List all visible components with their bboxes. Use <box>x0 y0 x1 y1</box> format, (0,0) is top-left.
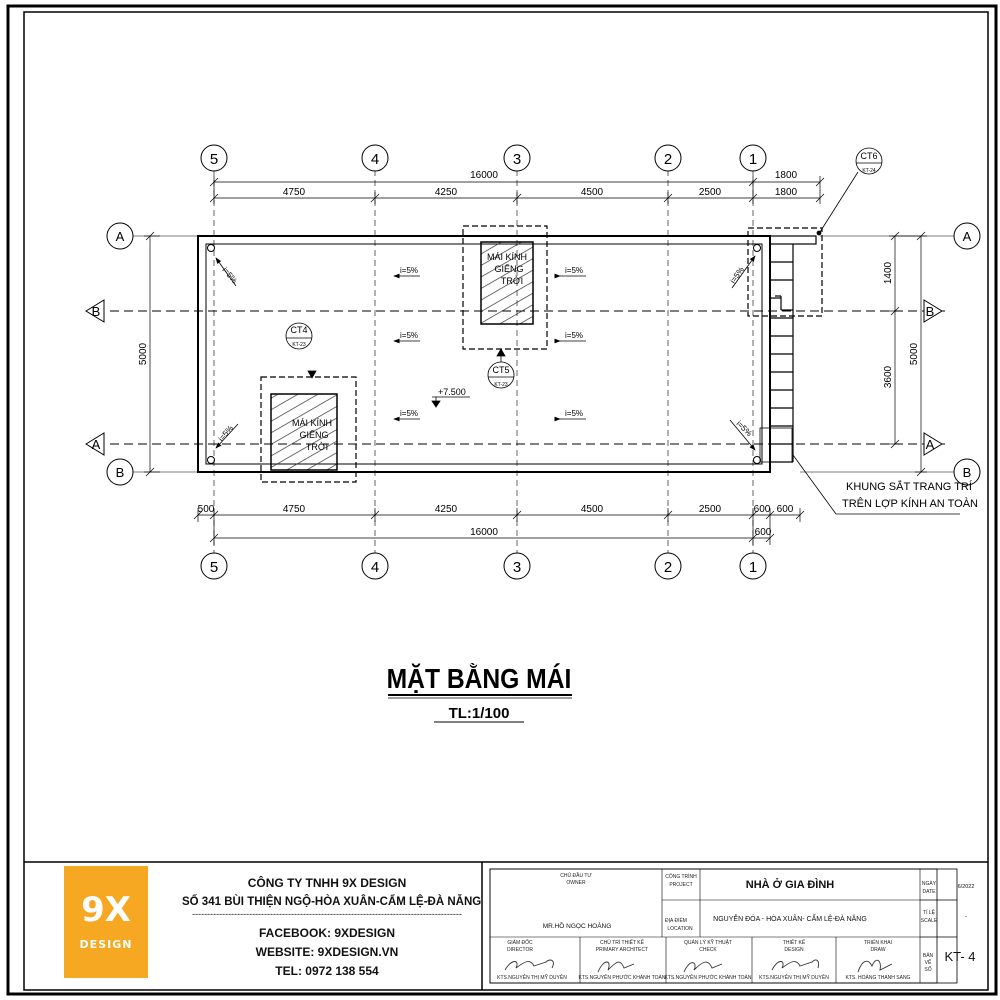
dim-right-total: 5000 <box>909 342 920 366</box>
skylight-label: GIẾNG <box>299 430 329 440</box>
tb-role-label-en: CHECK <box>699 947 717 953</box>
slope-label: i=5% <box>400 409 419 418</box>
row-label-right: B <box>962 465 972 480</box>
callout-ct5-id: CT5 <box>492 365 510 375</box>
dim-bottom-seg: 4750 <box>282 504 306 515</box>
title-underline <box>388 695 572 698</box>
skylight-label: TRỜI <box>500 276 524 286</box>
drawing-title: MẶT BẰNG MÁI <box>386 662 572 695</box>
tb-date-label-en: DATE <box>922 889 936 895</box>
tb-role-label: QUẢN LÝ KỸ THUẬT <box>684 940 732 946</box>
slope-label: i=5% <box>565 331 584 340</box>
tb-scale-label-en: SCALE <box>920 918 938 924</box>
row-label-left: A <box>115 229 125 244</box>
row-label-right: A <box>962 229 972 244</box>
company-address: SỐ 341 BÙI THIỆN NGỘ-HÒA XUÂN-CẨM LỆ-ĐÀ NẴNG <box>182 896 482 908</box>
tb-date-value: 6/2022 <box>957 884 975 890</box>
tb-sheet-label: VẼ <box>924 960 932 966</box>
dim-right-upper: 1400 <box>883 261 894 285</box>
frame-detail-box <box>760 428 792 462</box>
dim-top-total-right: 1800 <box>774 170 798 181</box>
tb-project-value: NHÀ Ở GIA ĐÌNH <box>745 879 835 891</box>
tb-project-label: CÔNG TRÌNH <box>665 874 697 880</box>
level-value: +7.500 <box>438 387 466 397</box>
grid-label-bottom: 2 <box>663 559 673 576</box>
callout-ct4-ref: KT-23 <box>292 342 306 348</box>
grid-label-bottom: 4 <box>370 559 380 576</box>
callout-ct4-id: CT4 <box>290 325 308 335</box>
slope-label: i=5% <box>400 331 419 340</box>
grid-label-top: 5 <box>209 151 219 168</box>
company-phone: TEL: 0972 138 554 <box>275 964 379 978</box>
grid-label-top: 3 <box>512 151 522 168</box>
tb-date-label: NGÀY <box>921 881 937 887</box>
dim-top-seg: 4250 <box>434 187 458 198</box>
tb-role-label: TRIỂN KHAI <box>863 940 893 946</box>
dim-top-seg: 2500 <box>698 187 722 198</box>
tb-owner-value: MR.HỒ NGỌC HOÀNG <box>542 923 612 930</box>
dim-bottom-seg: 600 <box>776 504 794 515</box>
tb-role-label-en: PRIMARY ARCHITECT <box>595 947 649 953</box>
logo-mark: 9X <box>81 890 131 930</box>
tb-role-name: KTS.NGUYỄN THỊ MỸ DUYÊN <box>497 975 567 981</box>
slope-label: i=5% <box>734 419 754 439</box>
dim-top-seg: 1800 <box>774 187 798 198</box>
tb-role-label-en: DESIGN <box>784 947 804 953</box>
tb-role-label-en: DIRECTOR <box>506 947 534 953</box>
dim-right-lower: 3600 <box>883 365 894 389</box>
callout-ct6-id: CT6 <box>860 151 878 161</box>
dim-bottom-total: 16000 <box>470 527 498 538</box>
tb-role-label: CHỦ TRÌ THIẾT KẾ <box>600 940 644 946</box>
dim-bottom-total-right: 600 <box>754 527 772 538</box>
company-name: CÔNG TY TNHH 9X DESIGN <box>247 876 407 890</box>
company-logo <box>64 866 148 978</box>
row-label-left: B <box>115 465 125 480</box>
dim-bottom-seg: 4500 <box>580 504 604 515</box>
dim-top-total: 16000 <box>470 170 498 181</box>
tb-location-label-en: LOCATION <box>667 926 693 932</box>
slope-label: i=5% <box>216 423 236 444</box>
signatures <box>505 960 892 972</box>
row-label-left: B <box>91 304 101 319</box>
tb-role-label: THIẾT KẾ <box>782 940 806 946</box>
grid-label-bottom: 1 <box>748 559 758 576</box>
ct6-detail-box <box>748 228 822 316</box>
level-marker <box>432 397 470 407</box>
grid-label-top: 4 <box>370 151 380 168</box>
title-block-lines <box>24 862 988 990</box>
tb-role-name: KTS.NGUYỄN PHƯỚC KHÁNH TOÀN <box>664 975 752 981</box>
tb-role-label: GIÁM ĐỐC <box>507 940 533 946</box>
skylight-label: MÁI KÍNH <box>486 252 528 262</box>
grid-label-top: 1 <box>748 151 758 168</box>
dim-bottom-seg: 4250 <box>434 504 458 515</box>
tb-owner-label: CHỦ ĐẦU TƯ <box>560 873 592 879</box>
iron-frame-strip <box>770 236 816 472</box>
grid-lines-horizontal <box>110 311 945 444</box>
dim-bottom-seg: 600 <box>753 504 771 515</box>
grid-label-top: 2 <box>663 151 673 168</box>
logo-wordmark: DESIGN <box>79 938 133 951</box>
tb-location-value: NGUYỄN ĐÓA - HÒA XUÂN- CẨM LỆ-ĐÀ NẴNG <box>713 916 867 923</box>
grid-label-bottom: 3 <box>512 559 522 576</box>
slope-label: i=5% <box>728 265 746 286</box>
callout-ct6 <box>817 148 882 235</box>
skylight-label: GIẾNG <box>494 264 524 274</box>
tb-project-label-en: PROJECT <box>669 882 693 888</box>
row-label-right: B <box>925 304 935 319</box>
callout-ct5-ref: KT-23 <box>494 382 508 388</box>
tb-role-name: KTS. HOÀNG THANH SANG <box>845 975 911 981</box>
dim-bottom-seg: 2500 <box>698 504 722 515</box>
tb-sheet-label: SỐ <box>924 967 932 973</box>
grid-label-bottom: 5 <box>209 559 219 576</box>
row-label-right: A <box>925 437 935 452</box>
right-dimensions <box>889 232 927 476</box>
callout-ct6-ref: KT-24 <box>862 168 876 174</box>
company-facebook: FACEBOOK: 9XDESIGN <box>258 926 396 940</box>
company-website: WEBSITE: 9XDESIGN.VN <box>255 945 399 959</box>
grid-bubbles-top <box>201 145 766 171</box>
slope-label: i=5% <box>220 265 239 286</box>
dim-top-seg: 4750 <box>282 187 306 198</box>
drawing-scale: TL:1/100 <box>448 705 510 722</box>
note-line: TRÊN LỢP KÍNH AN TOÀN <box>842 498 978 510</box>
slope-label: i=5% <box>565 409 584 418</box>
tb-owner-label-en: OWNER <box>566 880 586 886</box>
note-line: KHUNG SẮT TRANG TRÍ <box>846 481 972 493</box>
dim-left-total: 5000 <box>138 342 149 366</box>
tb-location-label: ĐỊA ĐIỂM <box>665 918 687 924</box>
slope-label: i=5% <box>565 266 584 275</box>
row-label-left: A <box>91 437 101 452</box>
skylight-label: MÁI KÍNH <box>291 418 333 428</box>
slope-label: i=5% <box>400 266 419 275</box>
tb-role-label-en: DRAW <box>870 947 886 953</box>
tb-sheet-label: BẢN <box>922 953 934 959</box>
company-separator: ------------------------------------------------------------------------------------------ <box>192 909 462 919</box>
dim-bottom-seg: 500 <box>197 504 215 515</box>
tb-role-name: KTS.NGUYỄN PHƯỚC KHÁNH TOÀN <box>578 975 666 981</box>
grid-bubbles-bottom <box>201 553 766 579</box>
row-bubbles-left <box>107 223 980 485</box>
dim-top-seg: 4500 <box>580 187 604 198</box>
tb-role-name: KTS.NGUYỄN THỊ MỸ DUYÊN <box>759 975 829 981</box>
tb-sheet-value: KT- 4 <box>944 949 976 964</box>
tb-scale-value: - <box>965 914 967 920</box>
tb-scale-label: TỈ LỆ <box>923 910 935 916</box>
skylight-label: TRỜI <box>305 442 329 452</box>
